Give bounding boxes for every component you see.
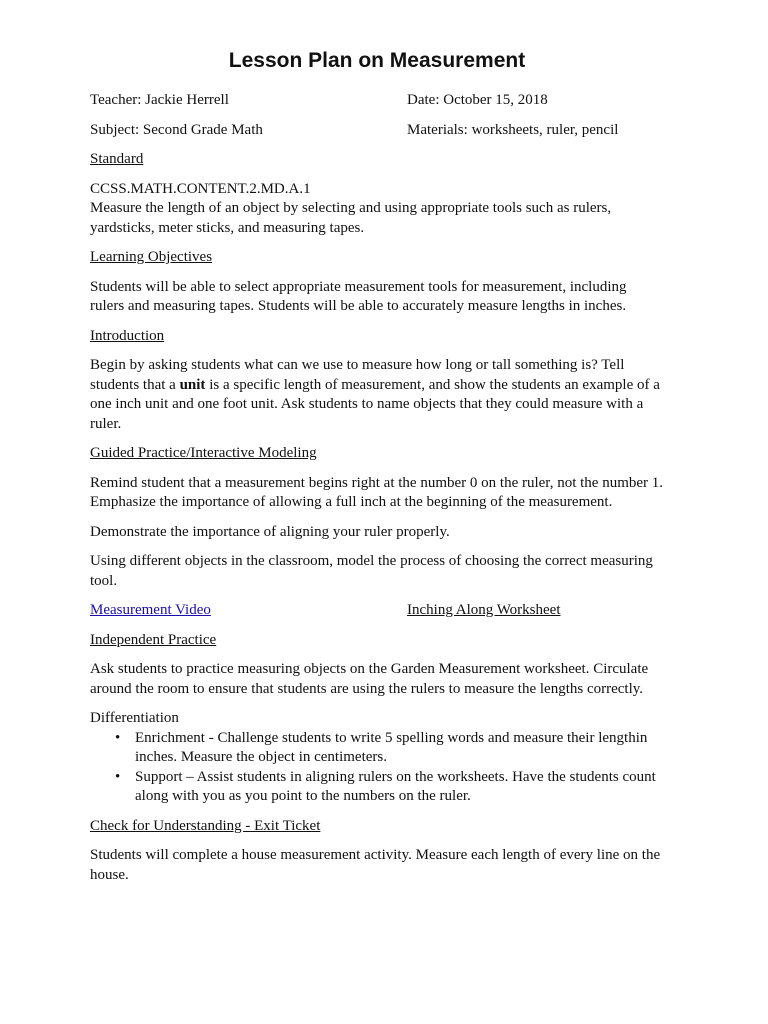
check-text: Students will complete a house measurement activity. Measure each length of every line on the house. — [90, 847, 661, 883]
measurement-video-link[interactable]: Measurement Video — [90, 602, 211, 618]
intro-text-before: Begin by asking students what can we use to measure how long or tall something is? Tell students that a — [90, 357, 625, 393]
list-item — [90, 729, 664, 768]
differentiation-heading: Differentiation — [90, 710, 179, 726]
intro-bold-unit: unit — [179, 376, 206, 393]
standard-heading: Standard — [90, 151, 144, 167]
standard-code: CCSS.MATH.CONTENT.2.MD.A.1 — [90, 180, 311, 197]
page-title: Lesson Plan on Measurement — [228, 49, 526, 72]
guided-paragraph-2: Demonstrate the importance of aligning your ruler properly. — [90, 523, 450, 540]
independent-heading: Independent Practice — [90, 631, 217, 648]
date-field: Date: October 15, 2018 — [407, 92, 548, 108]
check-heading: Check for Understanding - Exit Ticket — [90, 817, 321, 834]
header-row-1 — [90, 91, 664, 111]
differentiation-list — [90, 729, 664, 807]
bullet-icon: • — [115, 768, 121, 785]
guided-paragraph-1: Remind student that a measurement begins right at the number 0 on the ruler, not the number 1. Emphasize the importance of allowing a full inch at the beginning of the measurement. — [90, 474, 664, 510]
inching-along-worksheet-link[interactable]: Inching Along Worksheet — [407, 602, 561, 618]
list-item-text: Support – Assist students in aligning rulers on the worksheets. Have the students count along with you as you point to the numbers on the ruler. — [135, 768, 656, 804]
independent-text: Ask students to practice measuring objects on the Garden Measurement worksheet. Circulate around the room to ensure that students are using the rulers to measure the lengths correctly. — [90, 661, 649, 697]
list-item — [90, 768, 664, 807]
subject-field: Subject: Second Grade Math — [90, 121, 263, 138]
standard-text: Measure the length of an object by selecting and using appropriate tools such as rulers, yardsticks, meter sticks, and measuring tapes. — [90, 200, 612, 236]
guided-heading: Guided Practice/Interactive Modeling — [90, 445, 317, 461]
list-item-text: Enrichment - Challenge students to write 5 spelling words and measure their lengthin inches. Measure the object in centimeters. — [135, 729, 648, 765]
bullet-icon: • — [115, 729, 121, 746]
resource-links-row — [90, 601, 664, 621]
teacher-field: Teacher: Jackie Herrell — [90, 92, 229, 108]
guided-paragraph-3: Using different objects in the classroom, model the process of choosing the correct measuring tool. — [90, 553, 653, 589]
introduction-text — [90, 356, 664, 434]
intro-text-after: is a specific length of measurement, and show the students an example of a one inch unit and one foot unit. Ask students to name objects that they could measure with a ruler. — [90, 376, 660, 432]
introduction-heading: Introduction — [90, 327, 165, 344]
materials-field: Materials: worksheets, ruler, pencil — [407, 121, 619, 138]
header-row-2 — [90, 121, 664, 141]
objectives-heading: Learning Objectives — [90, 249, 213, 265]
objectives-text: Students will be able to select appropriate measurement tools for measurement, including rulers and measuring tapes. Students will be able to accurately measure lengths in inches. — [90, 278, 627, 314]
